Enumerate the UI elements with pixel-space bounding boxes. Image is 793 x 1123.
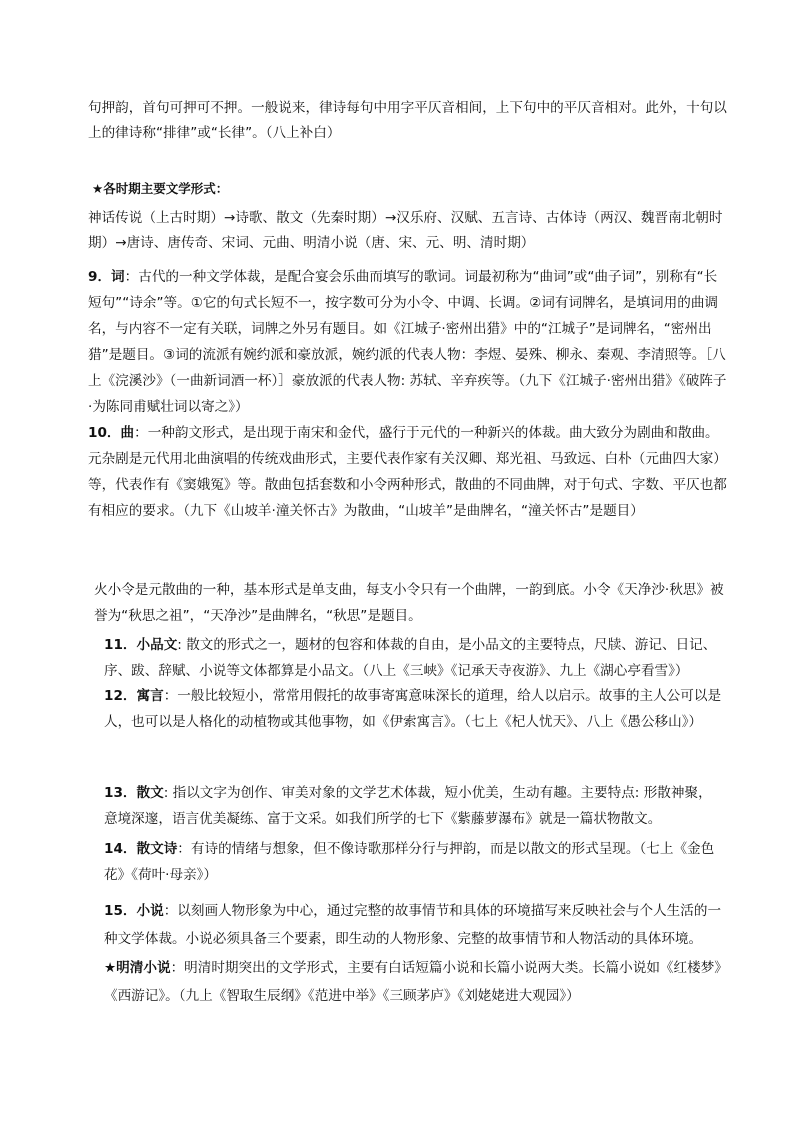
paragraph-regulated-verse: 句押韵，首句可押可不押。一般说来，律诗每句中用字平仄音相间，上下句中的平仄音相对。此外，十句以上的律诗称“排律”或“长律”。（八上补白） <box>88 100 727 141</box>
paragraph-xiaoshuo <box>104 897 724 953</box>
section-heading: ★各时期主要文学形式： <box>92 181 229 196</box>
term-label: 9．词 <box>88 269 125 285</box>
paragraph-literary-forms-timeline: 神话传说（上古时期）→诗歌、散文（先秦时期）→汉乐府、汉赋、五言诗、古体诗（两汉、魏晋南北朝时期）→唐诗、唐传奇、宋词、元曲、明清小说（唐、宋、元、明、清时期） <box>88 210 723 251</box>
paragraph-sanwen <box>104 780 724 832</box>
term-text: ：一般比较短小，常常用假托的故事寄寓意味深长的道理，给人以启示。故事的主人公可以是人，也可以是人格化的动植物或其他事物，如《伊索寓言》。（七上《杞人忧天》、八上《愚公移山》） <box>104 688 722 730</box>
term-text: ：以刻画人物形象为中心，通过完整的故事情节和具体的环境描写来反映社会与个人生活的一种文学体裁。小说必须具备三个要素，即生动的人物形象、完整的故事情节和人物活动的具体环境。 <box>104 903 722 947</box>
term-label: 11．小品文 <box>104 637 178 653</box>
term-text: : 散文的形式之一，题材的包容和体裁的自由，是小品文的主要特点，尺牍、游记、日记、序、跋、辞赋、小说等文体都算是小品文。（八上《三峡》《记承天寺夜游》、九上《湖心亭看雪》） <box>104 637 717 679</box>
paragraph-xiaoling: 火小令是元散曲的一种，基本形式是单支曲，每支小令只有一个曲牌，一韵到底。小令《天净沙·秋思》被誉为“秋思之祖”，“天净沙”是曲牌名，“秋思”是题目。 <box>94 582 724 624</box>
term-label: 15．小说 <box>104 903 164 919</box>
term-label: ★明清小说 <box>104 960 171 976</box>
term-label: 14．散文诗 <box>104 841 178 857</box>
paragraph-mingqing-xiaoshuo <box>104 954 724 1010</box>
term-text: ：明清时期突出的文学形式，主要有白话短篇小说和长篇小说两大类。长篇小说如《红楼梦》《西游记》。（九上《智取生辰纲》《范进中举》《三顾茅庐》《刘姥姥进大观园》） <box>104 960 722 1004</box>
paragraph-yuyan <box>104 683 724 735</box>
term-text: : 指以文字为创作、审美对象的文学艺术体裁，短小优美，生动有趣。主要特点: 形散神聚，意境深邃，语言优美凝练、富于文采。如我们所学的七下《紫藤萝瀑布》就是一篇状物散文。 <box>104 785 712 827</box>
paragraph-sanwenshi <box>104 836 724 888</box>
paragraph-ci <box>88 264 728 420</box>
term-label: 12．寓言 <box>104 688 164 704</box>
paragraph-xiaopinwen <box>104 632 724 684</box>
term-text: ：古代的一种文学体裁，是配合宴会乐曲而填写的歌词。词最初称为“曲词”或“曲子词”，别称有“长短句”“诗余”等。①它的句式长短不一，按字数可分为小令、中调、长调。②词有词牌名，是填词用的曲调名，与内容不一定有关联，词牌之外另有题目。如《江城子·密州出猎》中的“江城子”是词牌名，“密州出猎”是题目。③词的流派有婉约派和豪放派，婉约派的代表人物：李煜、晏殊、柳永、秦观、李清照等。［八上《浣溪沙》（一曲新词酒一杯）］豪放派的代表人物: 苏轼、辛弃疾等。（九下《江城子·密州出猎》《破阵子·为陈同甫赋壮词以寄之》） <box>88 269 727 415</box>
term-text: ：一种韵文形式，是出现于南宋和金代，盛行于元代的一种新兴的体裁。曲大致分为剧曲和散曲。元杂剧是元代用北曲演唱的传统戏曲形式，主要代表作家有关汉卿、郑光祖、马致远、白朴（元曲四大家）等，代表作有《窦娥冤》等。散曲包括套数和小令两种形式，散曲的不同曲牌，对于句式、字数、平仄也都有相应的要求。（九下《山坡羊·潼关怀古》为散曲，“山坡羊”是曲牌名，“潼关怀古”是题目） <box>88 425 727 519</box>
paragraph-qu <box>88 420 728 524</box>
term-text: ：有诗的情绪与想象，但不像诗歌那样分行与押韵，而是以散文的形式呈现。（七上《金色花》《荷叶·母亲》） <box>104 841 715 883</box>
term-label: 13．散文 <box>104 785 164 801</box>
term-label: 10．曲 <box>88 425 135 441</box>
